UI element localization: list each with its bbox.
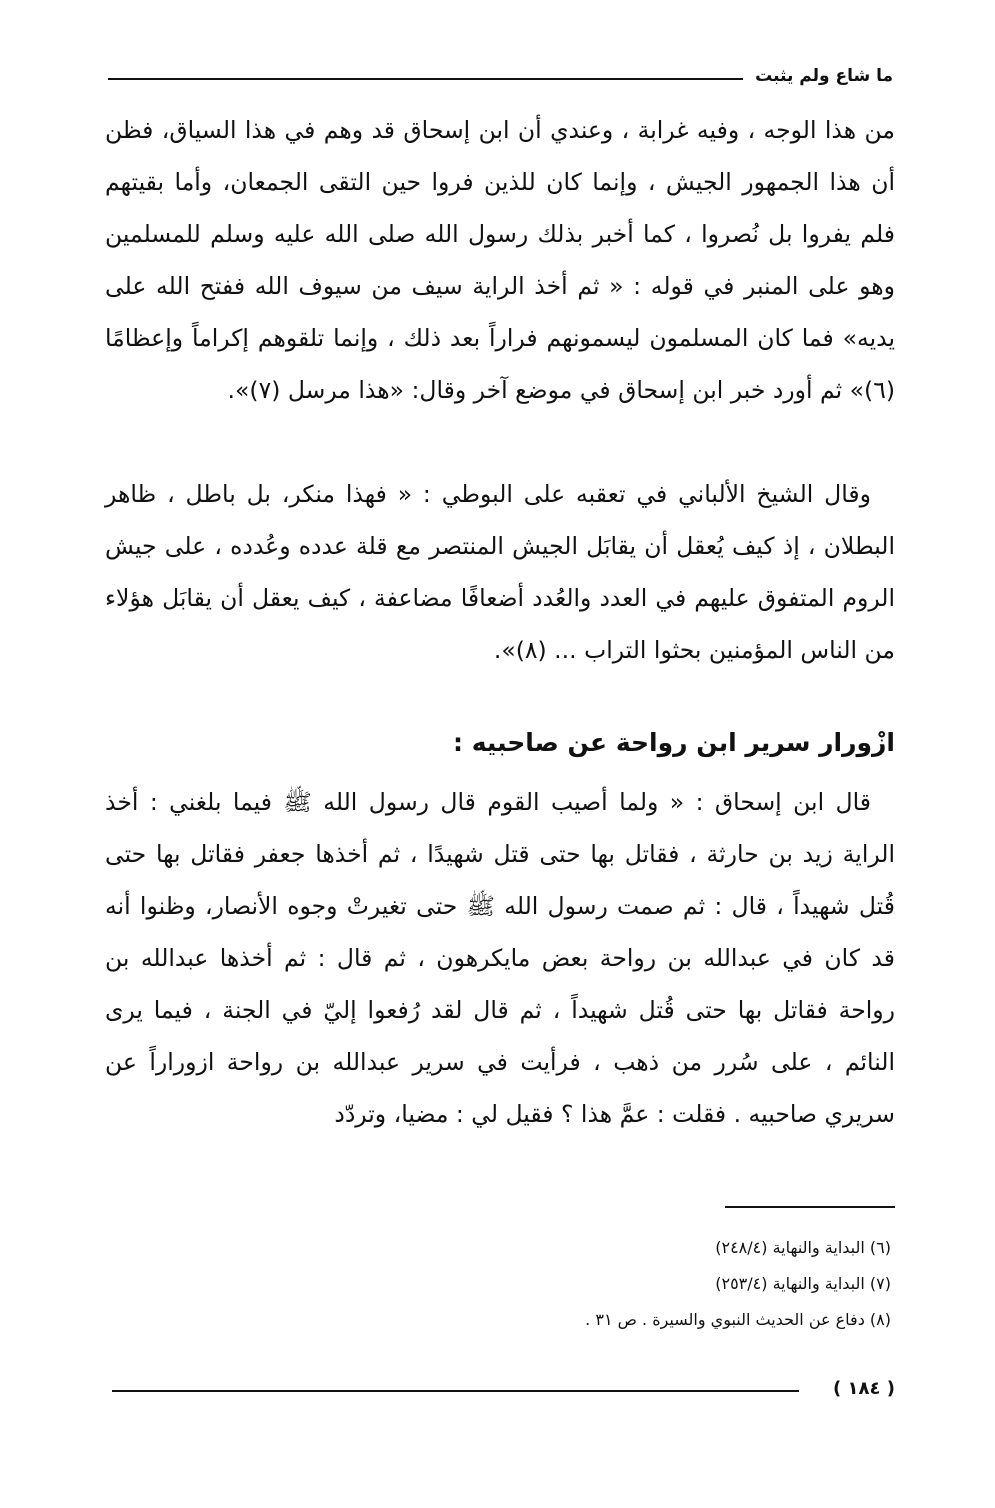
footnote-8: (٨) دفاع عن الحديث النبوي والسيرة . ص ٣١ . [585, 1310, 891, 1329]
footnote-rule [725, 1206, 895, 1208]
footnote-6: (٦) البداية والنهاية (٢٤٨/٤) [715, 1238, 891, 1257]
footnote-7: (٧) البداية والنهاية (٢٥٣/٤) [715, 1274, 891, 1293]
paragraph-3: قال ابن إسحاق : « ولما أصيب القوم قال رسول الله ﷺ فيما بلغني : أخذ الراية زيد بن حارثة ، فقاتل بها حتى قتل شهيدًا ، ثم أخذها جعفر فقاتل بها حتى قُتل شهيداً ، قال : ثم صمت رسول الله ﷺ حتى تغيرتْ وجوه الأنصار، وظنوا أنه قد كان في عبدالله بن رواحة بعض مايكرهون ، ثم قال : ثم أخذها عبدالله بن رواحة فقاتل بها حتى قُتل شهيداً ، ثم قال لقد رُفعوا إليّ في الجنة ، فيما يرى النائم ، على سُرر من ذهب ، فرأيت في سرير عبدالله بن رواحة ازوراراً عن سريري صاحبيه . فقلت : عمَّ هذا ؟ فقيل لي : مضيا، وتردّد [105, 788, 895, 1128]
running-header [108, 66, 893, 92]
running-head-title: ما شاع ولم يثبت [755, 66, 893, 86]
footer-rule [112, 1390, 799, 1392]
paragraph-2: وقال الشيخ الألباني في تعقبه على البوطي : « فهذا منكر، بل باطل ، ظاهر البطلان ، إذ كيف يُعقل أن يقابَل الجيش المنتصر مع قلة عدده وعُدده ، على جيش الروم المتفوق عليهم في العدد والعُدد أضعافًا مضاعفة ، كيف يعقل أن يقابَل هؤلاء من الناس المؤمنين بحثوا التراب ... (٨)». [105, 480, 895, 664]
footnotes-list [585, 1230, 891, 1338]
paragraph-1: من هذا الوجه ، وفيه غرابة ، وعندي أن ابن إسحاق قد وهم في هذا السياق، فظن أن هذا الجمهور الجيش ، وإنما كان للذين فروا حين التقى الجمعان، وأما بقيتهم فلم يفروا بل نُصروا ، كما أخبر بذلك رسول الله صلى الله عليه وسلم للمسلمين وهو على المنبر في قوله : « ثم أخذ الراية سيف من سيوف الله ففتح الله على يديه» فما كان المسلمون ليسمونهم فراراً بعد ذلك ، وإنما تلقوهم إكراماً وإعظامًا (٦)» ثم أورد خبر ابن إسحاق في موضع آخر وقال: «هذا مرسل (٧)». [105, 116, 895, 404]
section-heading: ازْورار سرير ابن رواحة عن صاحبيه : [453, 728, 895, 757]
page-number: ( ١٨٤ ) [833, 1378, 895, 1399]
header-rule [108, 78, 743, 80]
page-footer [112, 1378, 895, 1408]
